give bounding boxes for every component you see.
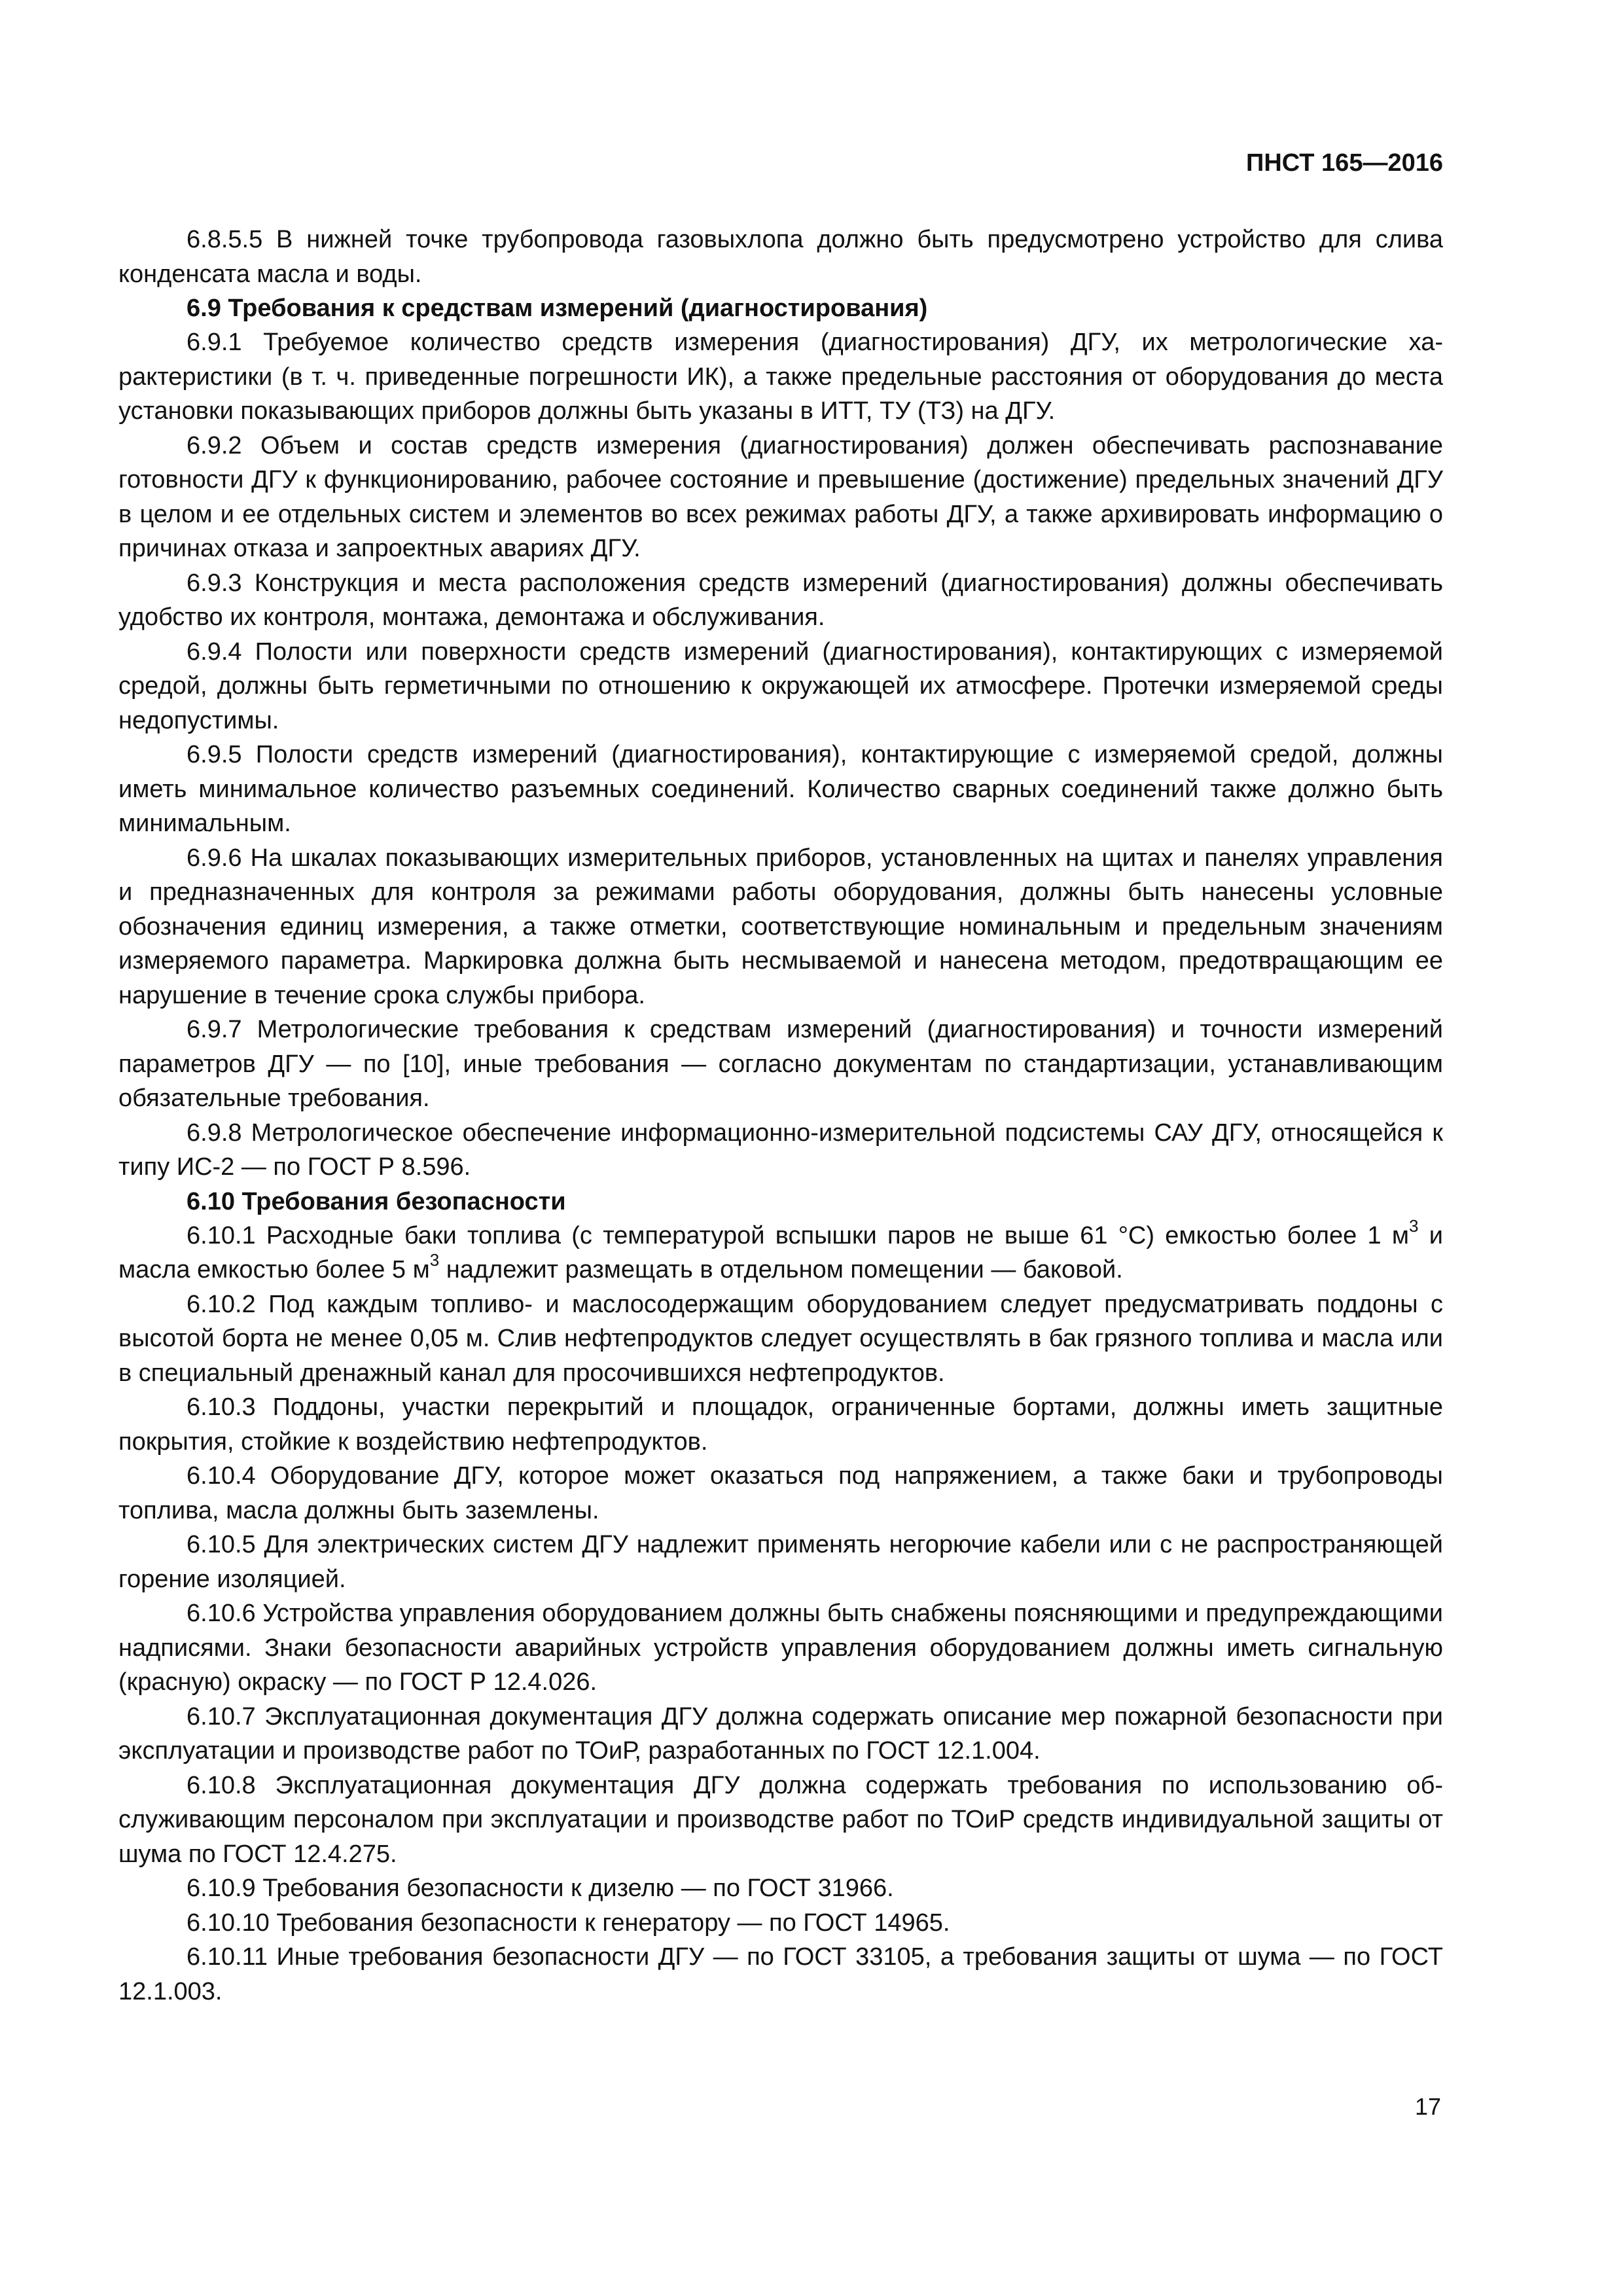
paragraph-6-9-3: 6.9.3 Конструкция и места расположения средств измерений (диагностирования) должны обеспечивать удобство их контроля, монтажа, демонтажа и обслуживания. (118, 569, 1443, 631)
paragraph-6-10-4: 6.10.4 Оборудование ДГУ, которое может оказаться под напряжением, а также баки и трубопроводы топлива, масла должны быть заземлены. (118, 1462, 1443, 1524)
paragraph-6-10-8: 6.10.8 Эксплуатационная документация ДГУ должна содержать требования по использованию обслуживающим персоналом при эксплуатации и производстве работ по ТОиР средств индивидуальной защиты от шума по ГОСТ 12.4.275. (118, 1771, 1443, 1868)
paragraph-6-10-6: 6.10.6 Устройства управления оборудованием должны быть снабжены поясняющими и предупреждающими надписями. Знаки безопасности аварийных устройств управления оборудованием должны иметь сигнальную (красную) окраску — по ГОСТ Р 12.4.026. (118, 1600, 1443, 1696)
paragraph-6-8-5-5: 6.8.5.5 В нижней точке трубопровода газовыхлопа должно быть предусмотрено устройство для слива конденсата масла и воды. (118, 226, 1443, 288)
paragraph-6-9-7: 6.9.7 Метрологические требования к средствам измерений (диагностирования) и точности измерений параметров ДГУ — по [10], иные требования — согласно документам по стандартизации, устанавливающим обязательные требования. (118, 1016, 1443, 1112)
paragraph-6-10-1 (118, 1215, 1443, 1287)
paragraph-6-10-3: 6.10.3 Поддоны, участки перекрытий и площадок, ограниченные бортами, должны иметь защитные покрытия, стойкие к воздействию нефтепродуктов. (118, 1393, 1443, 1456)
page-number: 17 (1414, 2093, 1441, 2120)
paragraph-6-10-9: 6.10.9 Требования безопасности к дизелю — по ГОСТ 31966. (187, 1874, 894, 1902)
superscript-cubic-1: 3 (1409, 1215, 1419, 1236)
superscript-cubic-2: 3 (429, 1250, 440, 1270)
paragraph-6-10-1-part3: надлежит размещать в отдельном помещении — баковой. (439, 1256, 1123, 1283)
paragraph-6-9-8: 6.9.8 Метрологическое обеспечение информационно-измерительной подсистемы САУ ДГУ, относящейся к типу ИС-2 — по ГОСТ Р 8.596. (118, 1119, 1443, 1181)
paragraph-6-10-5: 6.10.5 Для электрических систем ДГУ надлежит применять негорючие кабели или с не распространяющей горение изоляцией. (118, 1531, 1443, 1593)
paragraph-6-10-10: 6.10.10 Требования безопасности к генератору — по ГОСТ 14965. (187, 1909, 950, 1937)
document-id: ПНСТ 165—2016 (1246, 149, 1443, 177)
paragraph-6-9-2: 6.9.2 Объем и состав средств измерения (диагностирования) должен обеспечивать распознавание готовности ДГУ к функционированию, рабочее состояние и превышение (достижение) предельных значений ДГУ в целом и ее отдельных систем и элементов во всех режимах работы ДГУ, а также архивировать информацию о причинах отказа и запроектных авариях ДГУ. (118, 431, 1443, 562)
paragraph-6-9-1: 6.9.1 Требуемое количество средств измерения (диагностирования) ДГУ, их метрологические характеристики (в т. ч. приведенные погрешности ИК), а также предельные расстояния от оборудования до места установки показывающих приборов должны быть указаны в ИТТ, ТУ (ТЗ) на ДГУ. (118, 329, 1443, 425)
document-body (118, 223, 1443, 2009)
paragraph-6-10-2: 6.10.2 Под каждым топливо- и маслосодержащим оборудованием следует предусматривать поддоны с высотой борта не менее 0,05 м. Слив нефтепродуктов следует осуществлять в бак грязного топлива и масла или в специальный дренажный канал для просочившихся нефтепродуктов. (118, 1290, 1443, 1387)
paragraph-6-10-7: 6.10.7 Эксплуатационная документация ДГУ должна содержать описание мер пожарной безопасности при эксплуатации и производстве работ по ТОиР, разработанных по ГОСТ 12.1.004. (118, 1702, 1443, 1765)
paragraph-6-10-11: 6.10.11 Иные требования безопасности ДГУ — по ГОСТ 33105, а требования защиты от шума — по ГОСТ 12.1.003. (118, 1943, 1443, 2005)
paragraph-6-9-4: 6.9.4 Полости или поверхности средств измерений (диагностирования), контактирующих с измеряемой средой, должны быть герметичными по отношению к окружающей их атмосфере. Протечки измеряемой среды недопустимы. (118, 637, 1443, 734)
paragraph-6-9-5: 6.9.5 Полости средств измерений (диагностирования), контактирующие с измеряемой средой, должны иметь минимальное количество разъемных соединений. Количество сварных соединений также должно быть минимальным. (118, 741, 1443, 837)
paragraph-6-10-1-part1: 6.10.1 Расходные баки топлива (с температурой вспышки паров не выше 61 °С) емкостью более 1 м (187, 1221, 1410, 1249)
paragraph-6-9-6: 6.9.6 На шкалах показывающих измерительных приборов, установленных на щитах и панелях управления и предназначенных для контроля за режимами работы оборудования, должны быть нанесены условные обозначения единиц измерения, а также отметки, соответствующие номинальным и предельным значениям измеряемого параметра. Маркировка должна быть несмываемой и нанесена методом, предотвращающим ее нарушение в течение срока службы прибора. (118, 844, 1443, 1009)
section-heading-6-9: 6.9 Требования к средствам измерений (диагностирования) (187, 295, 928, 322)
section-heading-6-10: 6.10 Требования безопасности (187, 1187, 566, 1215)
paragraph-6-10-1-part2: и масла емкостью более 5 м (118, 1221, 1443, 1283)
